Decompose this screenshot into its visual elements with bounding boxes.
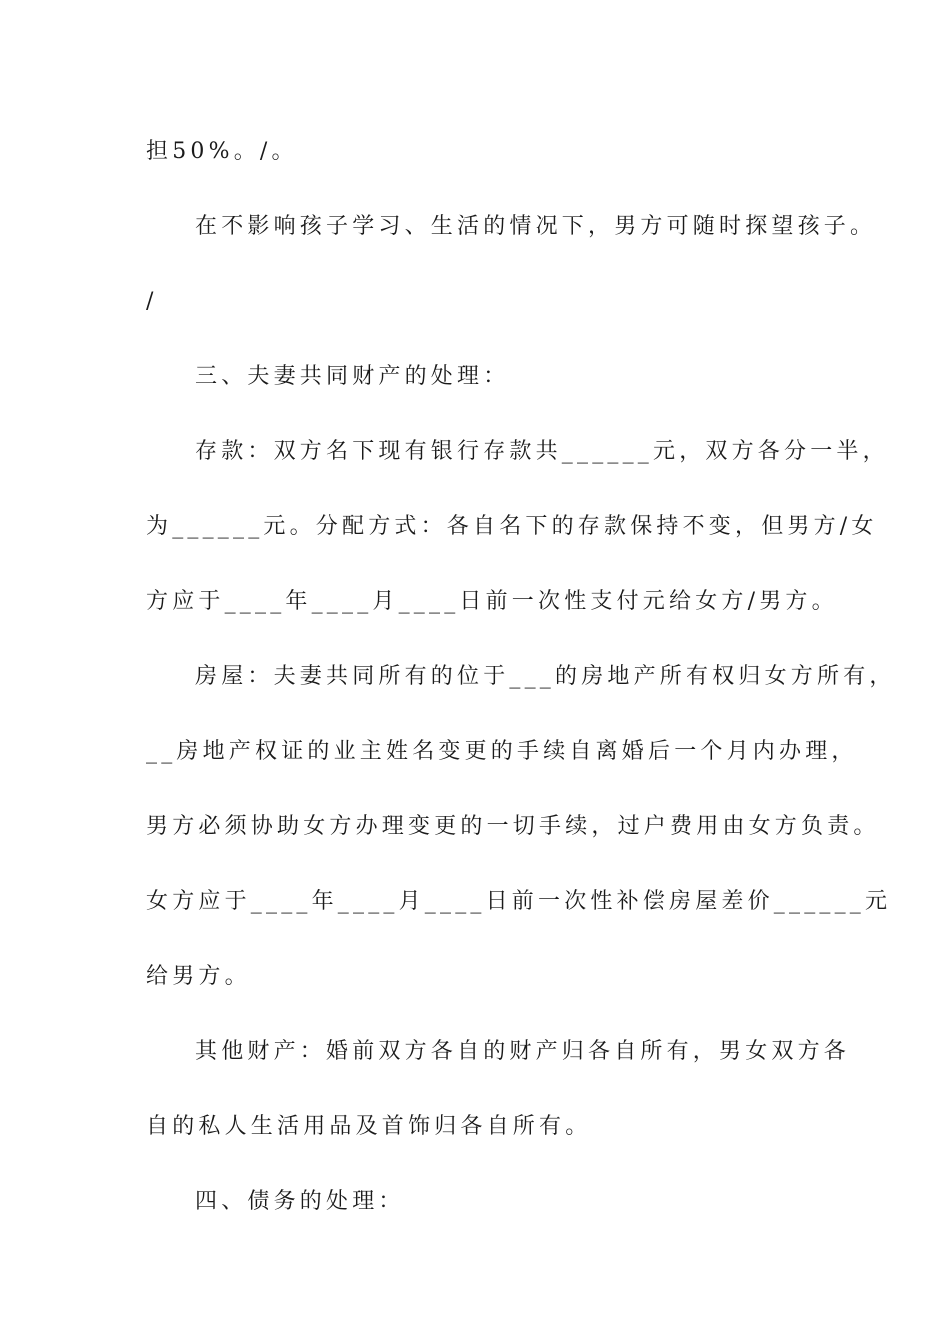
text-line-6: 为______元。分配方式：各自名下的存款保持不变，但男方/女 — [146, 514, 878, 539]
text-line-deposit: 存款：双方名下现有银行存款共______元，双方各分一半， — [195, 439, 889, 464]
text-line-12: 给男方。 — [146, 964, 251, 989]
section-heading-property: 三、夫妻共同财产的处理： — [195, 364, 510, 389]
text-line-11: 女方应于____年____月____日前一次性补偿房屋差价______元 — [146, 889, 892, 914]
text-line-2: 在不影响孩子学习、生活的情况下，男方可随时探望孩子。 — [195, 214, 877, 239]
text-line-other-property: 其他财产：婚前双方各自的财产归各自所有，男女双方各 — [195, 1039, 851, 1064]
text-line-1: 担50%。/。 — [146, 139, 298, 164]
text-line-9: __房地产权证的业主姓名变更的手续自离婚后一个月内办理， — [146, 739, 858, 764]
text-line-house: 房屋：夫妻共同所有的位于___的房地产所有权归女方所有， — [195, 664, 896, 689]
text-line-3: / — [146, 289, 158, 314]
text-line-7: 方应于____年____月____日前一次性支付元给女方/男方。 — [146, 589, 838, 614]
section-heading-debt: 四、债务的处理： — [195, 1189, 405, 1214]
text-line-14: 自的私人生活用品及首饰归各自所有。 — [146, 1114, 592, 1139]
text-line-10: 男方必须协助女方办理变更的一切手续，过户费用由女方负责。 — [146, 814, 880, 839]
